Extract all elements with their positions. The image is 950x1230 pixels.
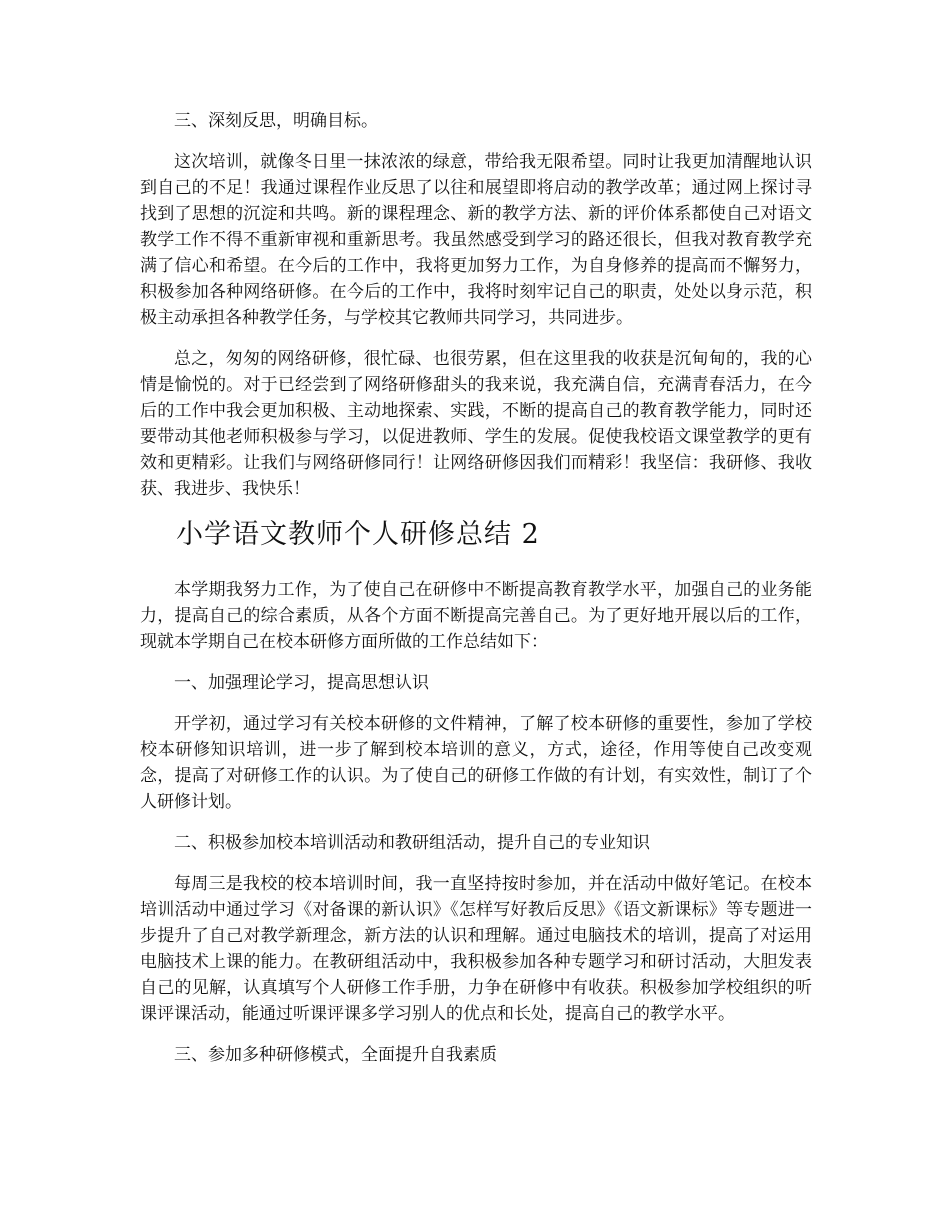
paragraph-weekly-training: 每周三是我校的校本培训时间，我一直坚持按时参加，并在活动中做好笔记。在校本培训活动中通过学习《对备课的新认识》《怎样写好教后反思》《语文新课标》等专题进一步提升了自己对教学新理念，新方法的认识和理解。通过电脑技术的培训，提高了对运用电脑技术上课的能力。在教研组活动中，我积极参加各种专题学习和研讨活动，大胆发表自己的见解，认真填写个人研修工作手册，力争在研修中有收获。积极参加学校组织的听课评课活动，能通过听课评课多学习别人的优点和长处，提高自己的教学水平。: [140, 874, 812, 1024]
section-heading-reflect: 三、深刻反思，明确目标。: [174, 111, 378, 131]
section-heading-training: 二、积极参加校本培训活动和教研组活动，提升自己的专业知识: [174, 833, 650, 853]
paragraph-summary: 总之，匆匆的网络研修，很忙碌、也很劳累，但在这里我的收获是沉甸甸的，我的心情是愉悦的。对于已经尝到了网络研修甜头的我来说，我充满自信，充满青春活力，在今后的工作中我会更加积极、主动地探索、实践，不断的提高自己的教育教学能力，同时还要带动其他老师积极参与学习，以促进教师、学生的发展。促使我校语文课堂教学的更有效和更精彩。让我们与网络研修同行！让网络研修因我们而精彩！我坚信：我研修、我收获、我进步、我快乐！: [140, 349, 812, 499]
document-page: [140, 108, 812, 1068]
paragraph-intro: 本学期我努力工作，为了使自己在研修中不断提高教育教学水平，加强自己的业务能力，提高自己的综合素质，从各个方面不断提高完善自己。为了更好地开展以后的工作，现就本学期自己在校本研修方面所做的工作总结如下：: [140, 580, 812, 652]
document-title: 小学语文教师个人研修总结 2: [176, 519, 540, 550]
section-heading-modes: 三、参加多种研修模式，全面提升自我素质: [174, 1045, 497, 1065]
section-heading-theory: 一、加强理论学习，提高思想认识: [174, 673, 429, 693]
paragraph-theory: 开学初，通过学习有关校本研修的文件精神，了解了校本研修的重要性，参加了学校校本研修知识培训，进一步了解到校本培训的意义，方式，途径，作用等使自己改变观念，提高了对研修工作的认识。为了使自己的研修工作做的有计划，有实效性，制订了个人研修计划。: [140, 714, 812, 812]
paragraph-training: 这次培训，就像冬日里一抹浓浓的绿意，带给我无限希望。同时让我更加清醒地认识到自己的不足！我通过课程作业反思了以往和展望即将启动的教学改革；通过网上探讨寻找到了思想的沉淀和共鸣。新的课程理念、新的教学方法、新的评价体系都使自己对语文教学工作不得不重新审视和重新思考。我虽然感受到学习的路还很长，但我对教育教学充满了信心和希望。在今后的工作中，我将更加努力工作，为自身修养的提高而不懈努力，积极参加各种网络研修。在今后的工作中，我将时刻牢记自己的职责，处处以身示范，积极主动承担各种教学任务，与学校其它教师共同学习，共同进步。: [140, 152, 812, 328]
